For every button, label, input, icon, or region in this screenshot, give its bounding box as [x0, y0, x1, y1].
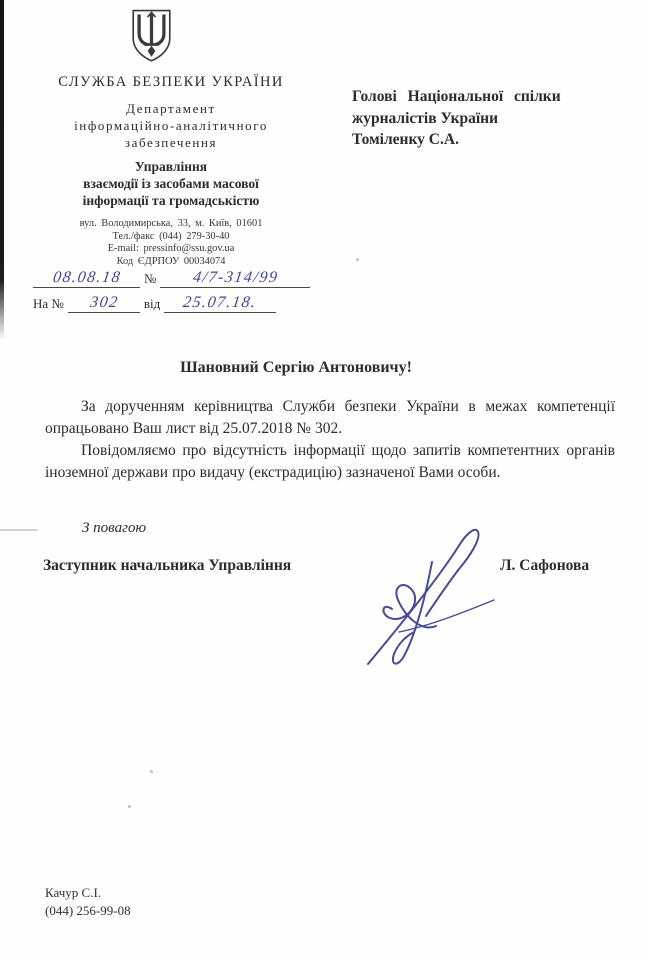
- handwritten-incoming-date: 25.07.18.: [182, 294, 259, 311]
- edrpou-line: Код ЄДРПОУ 00034074: [116, 255, 226, 267]
- outgoing-reference-row: [33, 264, 323, 288]
- incoming-date-field: [164, 288, 276, 313]
- letter-body: [45, 396, 615, 484]
- division-name: [30, 158, 312, 209]
- number-sign: №: [144, 271, 157, 286]
- department-name: [30, 100, 312, 151]
- executor-block: [45, 884, 131, 920]
- scan-speck: [150, 770, 153, 773]
- email-line: E-mail: pressinfo@ssu.gov.ua: [107, 243, 235, 254]
- department-line: забезпечення: [124, 135, 218, 150]
- recipient-line: журналістів України: [352, 109, 499, 127]
- reply-to-label: На №: [33, 296, 64, 311]
- signer-position: Заступник начальника Управління: [43, 557, 292, 574]
- incoming-number-field: [68, 288, 140, 313]
- division-line: інформації та громадськістю: [82, 193, 260, 208]
- handwritten-incoming-number: 302: [88, 294, 120, 311]
- from-label: від: [143, 296, 161, 311]
- recipient-line: Томіленку С.А.: [352, 131, 459, 148]
- division-line: Управління: [134, 159, 208, 174]
- executor-name: Качур С.І.: [45, 885, 102, 900]
- closing-phrase: З повагою: [82, 520, 147, 536]
- body-paragraph: Повідомляємо про відсутність інформації щодо запитів компетентних органів іноземної держави про видачу (екстрадицію) зазначеної Вами особи.: [45, 442, 615, 481]
- department-line: інформаційно-аналітичного: [74, 118, 268, 133]
- outgoing-number-field: [160, 263, 310, 288]
- scan-speck: [356, 258, 359, 261]
- reference-block: [33, 264, 323, 313]
- handwritten-outgoing-date: 08.08.18: [51, 269, 122, 286]
- executor-phone: (044) 256-99-08: [45, 903, 131, 918]
- salutation: Шановний Сергію Антоновичу!: [180, 359, 412, 376]
- phone-line: Тел./факс (044) 279-30-40: [112, 230, 230, 242]
- scanner-line-artifact: [0, 529, 38, 531]
- scanner-edge-artifact: [0, 0, 4, 340]
- department-line: Департамент: [126, 101, 216, 116]
- division-line: взаємодії із засобами масової: [83, 176, 259, 191]
- recipient-line: Голові Національної спілки: [352, 88, 561, 105]
- address-line: вул. Володимирська, 33, м. Київ, 01601: [79, 218, 263, 229]
- letterhead: [30, 8, 312, 268]
- scan-speck: [128, 805, 131, 808]
- body-paragraph: За дорученням керівництва Служби безпеки України в межах компетенції опрацьовано Ваш лист від 25.07.2018 № 302.: [45, 398, 615, 437]
- outgoing-date-field: [33, 263, 140, 288]
- recipient-block: [352, 86, 604, 151]
- handwritten-signature-icon: [352, 512, 502, 672]
- tryzub-shield-emblem-icon: [128, 8, 175, 64]
- handwritten-outgoing-number: 4/7-314/99: [191, 269, 280, 286]
- signer-name: Л. Сафонова: [500, 557, 590, 574]
- org-name: СЛУЖБА БЕЗПЕКИ УКРАЇНИ: [58, 74, 284, 90]
- contact-block: [30, 218, 312, 268]
- incoming-reference-row: [33, 289, 323, 313]
